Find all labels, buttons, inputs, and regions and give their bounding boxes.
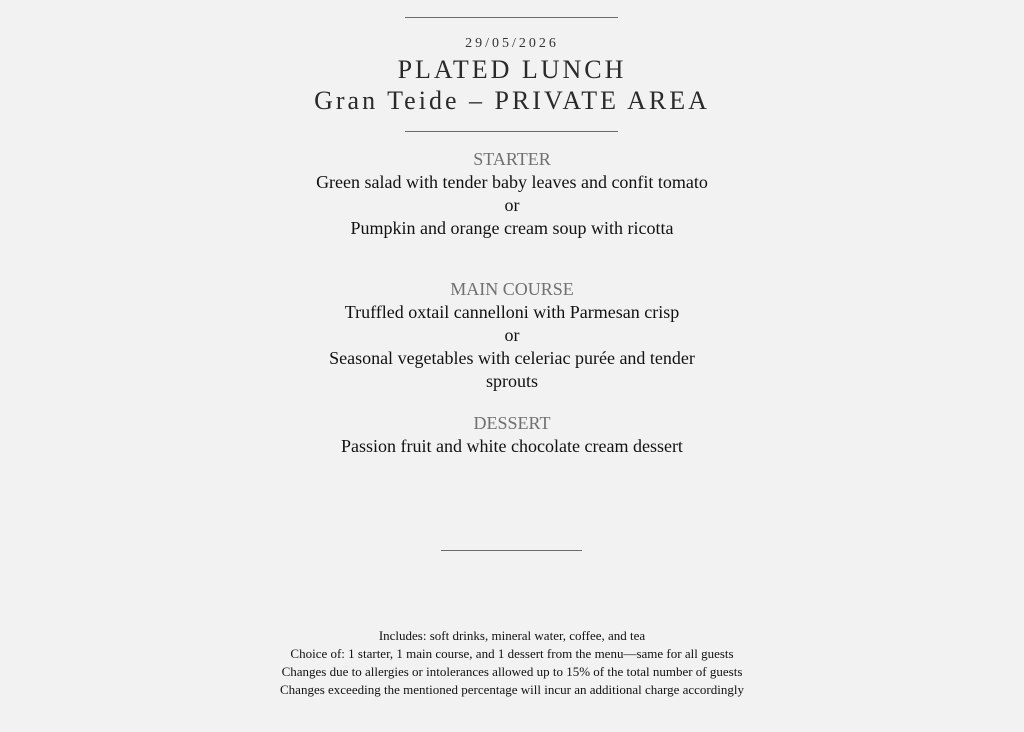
- main-option-2-line-2: sprouts: [485, 371, 538, 391]
- top-divider: [405, 17, 618, 18]
- venue-subtitle: Gran Teide – PRIVATE AREA: [314, 86, 710, 115]
- main-course-heading: MAIN COURSE: [450, 279, 574, 299]
- footer-divider: [441, 550, 582, 551]
- note-includes: Includes: soft drinks, mineral water, coffee, and tea: [378, 628, 646, 643]
- dessert-heading: DESSERT: [473, 413, 551, 433]
- note-extra-charge: Changes exceeding the mentioned percentage will incur an additional charge accordingly: [280, 682, 744, 697]
- starter-option-2: Pumpkin and orange cream soup with ricotta: [350, 218, 674, 238]
- main-or: or: [504, 325, 520, 345]
- note-allergies: Changes due to allergies or intolerances allowed up to 15% of the total number of guests: [281, 664, 743, 679]
- note-choice: Choice of: 1 starter, 1 main course, and 1 dessert from the menu—same for all guests: [290, 646, 734, 661]
- page-title: PLATED LUNCH: [397, 55, 627, 84]
- dessert-option-1: Passion fruit and white chocolate cream dessert: [341, 436, 683, 456]
- event-date: 29/05/2026: [465, 36, 559, 51]
- main-option-1: Truffled oxtail cannelloni with Parmesan crisp: [344, 302, 680, 322]
- starter-or: or: [504, 195, 520, 215]
- header-divider: [405, 131, 618, 132]
- main-option-2-line-1: Seasonal vegetables with celeriac purée and tender: [329, 348, 695, 368]
- starter-heading: STARTER: [473, 149, 551, 169]
- starter-option-1: Green salad with tender baby leaves and confit tomato: [316, 172, 708, 192]
